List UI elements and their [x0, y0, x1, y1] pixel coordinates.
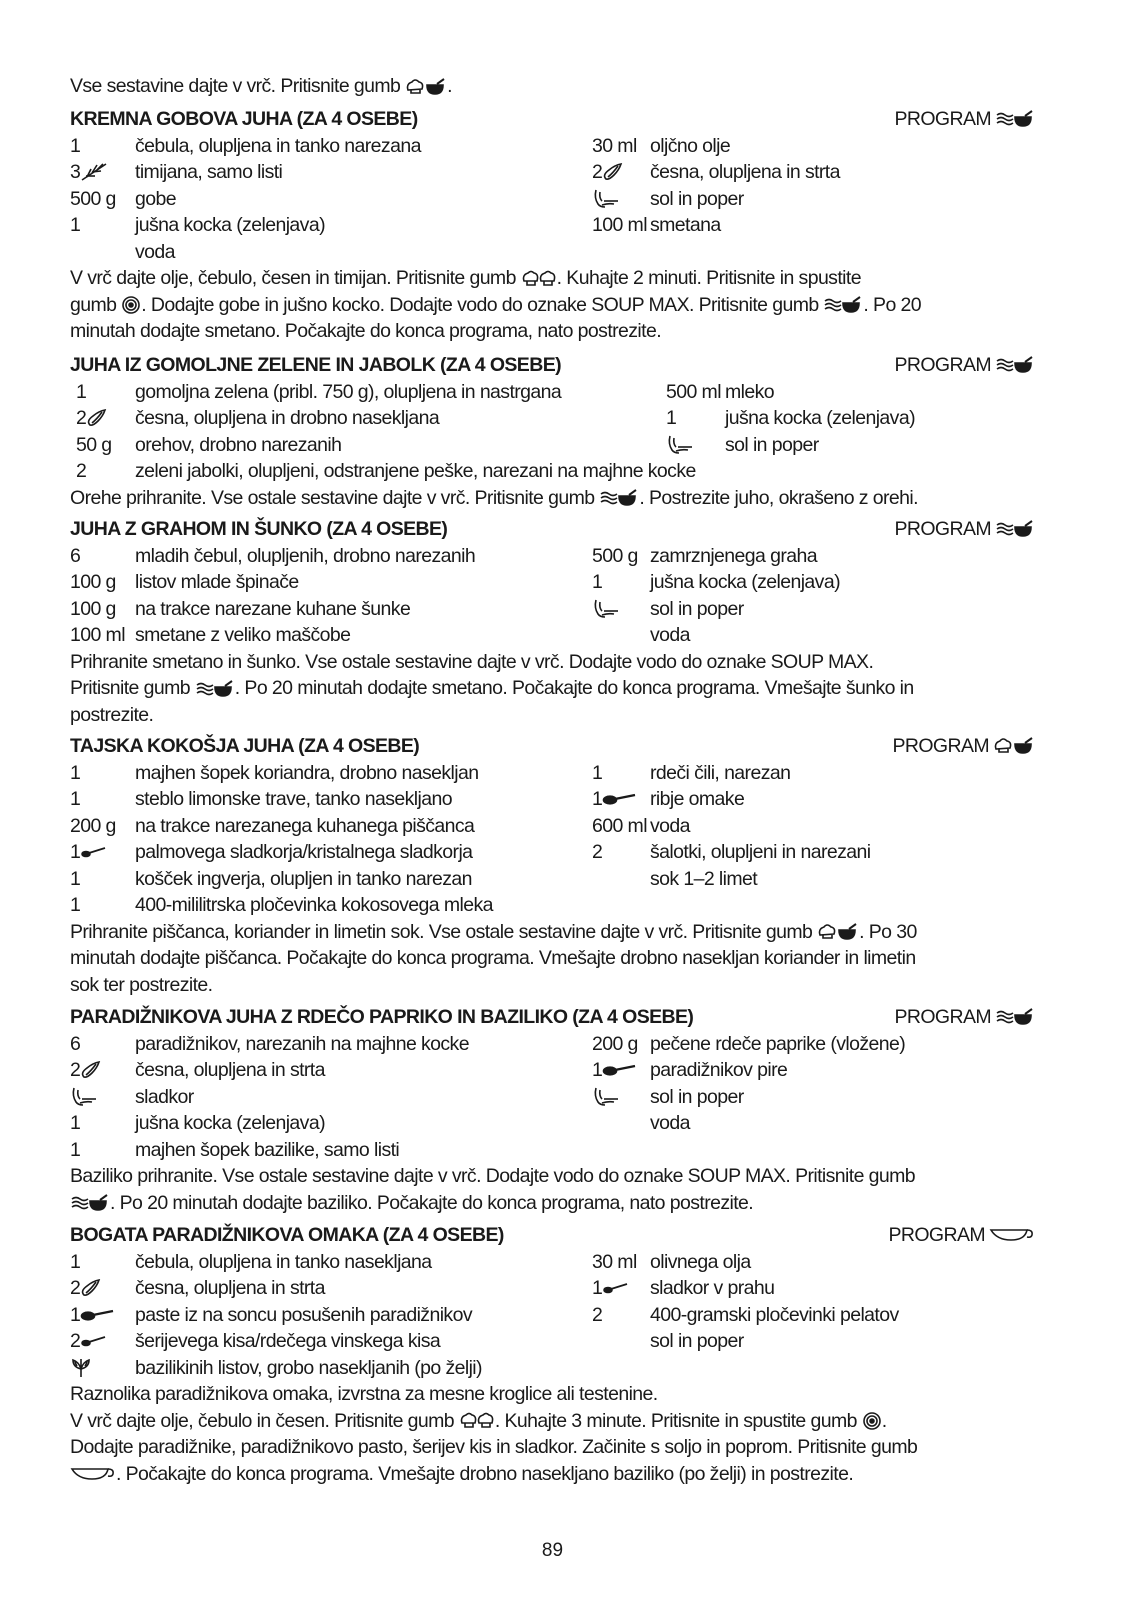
tablespoon-icon	[80, 1308, 114, 1322]
recipe-method	[70, 919, 1035, 999]
program-label: PROGRAM	[894, 1006, 991, 1028]
velvety-soup-program-icon	[995, 110, 1035, 128]
method-text: . Po 30	[859, 920, 917, 943]
ingredient-text: zeleni jabolki, olupljeni, odstranjene peške, narezani na majhne kocke	[135, 460, 696, 482]
program-label: PROGRAM	[894, 354, 991, 376]
ingredient-quantity	[592, 839, 602, 865]
program-label: PROGRAM	[894, 108, 991, 130]
ingredient-quantity	[592, 186, 620, 212]
seasoning-pinch-icon	[666, 434, 694, 456]
recipe-method	[70, 265, 1035, 345]
quantity-text: 1	[592, 571, 603, 593]
tablespoon-icon	[602, 1063, 636, 1077]
ingredient-text: ribje omake	[650, 788, 745, 810]
ingredient-text: šalotki, olupljeni in narezani	[650, 841, 871, 863]
ingredient-quantity	[592, 813, 647, 839]
quantity-text: 100 ml	[70, 624, 125, 646]
quantity-text: 2	[70, 1277, 81, 1299]
quantity-text: 1	[70, 867, 81, 890]
method-text: minutah dodajte piščanca. Počakajte do konca programa. Vmešajte drobno nasekljan koriander in limetin	[70, 947, 916, 969]
quantity-text: 1	[70, 1138, 81, 1161]
ingredient-quantity	[70, 1328, 106, 1354]
teaspoon-icon	[80, 1334, 106, 1348]
ingredient-text: listov mlade špinače	[135, 571, 299, 593]
quantity-text: 50 g	[76, 433, 112, 456]
ingredient-text: paradižnikov, narezanih na majhne kocke	[135, 1032, 469, 1055]
velvety-soup-program-icon	[70, 1194, 110, 1212]
method-text: . Postrezite juho, okrašeno z orehi.	[639, 486, 918, 509]
quantity-text: 1	[70, 841, 81, 863]
ingredient-text: sok 1–2 limet	[650, 867, 758, 890]
thai-soup-program-icon	[405, 78, 447, 96]
quantity-text: 1	[70, 1303, 81, 1326]
pulse-button-icon	[121, 295, 141, 315]
garlic-clove-icon	[80, 1060, 102, 1080]
ingredient-text: sladkor v prahu	[650, 1277, 775, 1299]
ingredient-text: palmovega sladkorja/kristalnega sladkorja	[135, 841, 473, 863]
method-text: .	[881, 1409, 887, 1432]
recipe-program	[888, 1222, 1035, 1248]
quantity-text: 1	[592, 1059, 603, 1081]
quantity-text: 1	[592, 761, 603, 784]
method-text: Dodajte paradižnike, paradižnikovo pasto, šerijev kis in sladkor. Začinite s soljo in poprom. Pritisnite gumb	[70, 1436, 918, 1458]
recipe-program	[894, 516, 1035, 542]
ingredient-quantity	[70, 1355, 92, 1381]
ingredient-text: česna, olupljena in strta	[135, 1059, 325, 1081]
ingredient-text: mladih čebul, olupljenih, drobno narezanih	[135, 544, 476, 567]
ingredient-quantity	[592, 569, 602, 595]
ingredient-quantity	[592, 159, 624, 185]
ingredient-text: šerijevega kisa/rdečega vinskega kisa	[135, 1330, 441, 1352]
ingredient-text: smetane z veliko maščobe	[135, 624, 351, 646]
ingredient-text: sol in poper	[650, 597, 744, 620]
method-text: V vrč dajte olje, čebulo, česen in timijan. Pritisnite gumb	[70, 267, 521, 289]
ingredient-text: na trakce narezanega kuhanega piščanca	[135, 814, 475, 837]
ingredient-text: sol in poper	[650, 1330, 744, 1352]
ingredient-quantity	[70, 760, 80, 786]
ingredient-text: voda	[135, 240, 175, 263]
quantity-text: 1	[70, 1250, 81, 1273]
ingredient-text: voda	[650, 814, 690, 837]
ingredient-quantity	[70, 543, 80, 569]
ingredient-quantity	[70, 1031, 80, 1057]
ingredient-quantity	[592, 786, 636, 812]
ingredient-text: paradižnikov pire	[650, 1059, 788, 1081]
ingredient-text: jušna kocka (zelenjava)	[650, 571, 840, 593]
ingredient-quantity	[592, 1084, 620, 1110]
ingredient-quantity	[70, 186, 116, 212]
quantity-text: 1	[70, 894, 81, 916]
sauce-program-icon	[70, 1465, 116, 1483]
quantity-text: 100 ml	[592, 214, 647, 236]
quantity-text: 1	[592, 1277, 603, 1299]
quantity-text: 2	[592, 1303, 603, 1326]
ingredient-text: 400-gramski pločevinki pelatov	[650, 1303, 899, 1326]
quantity-text: 200 g	[592, 1032, 638, 1055]
ingredient-text: sol in poper	[650, 187, 744, 210]
quantity-text: 1	[70, 788, 81, 810]
method-text: Raznolika paradižnikova omaka, izvrstna za mesne kroglice ali testenine.	[70, 1383, 658, 1405]
teaspoon-icon	[602, 1281, 628, 1295]
recipe-method	[70, 1163, 1035, 1216]
ingredient-text: sol in poper	[650, 1085, 744, 1108]
recipe-program	[894, 106, 1035, 132]
ingredient-quantity	[70, 159, 108, 185]
ingredient-quantity	[70, 1110, 80, 1136]
method-text: . Po 20 minutah dodajte baziliko. Počakajte do konca programa, nato postrezite.	[110, 1191, 754, 1214]
ingredient-quantity	[70, 596, 116, 622]
program-label: PROGRAM	[888, 1224, 985, 1246]
ingredient-quantity	[76, 458, 86, 484]
ingredient-text: mleko	[725, 380, 775, 403]
quantity-text: 2	[70, 1330, 81, 1352]
ingredient-text: steblo limonske trave, tanko nasekljano	[135, 788, 452, 810]
intro-line: Vse sestavine dajte v vrč. Pritisnite gumb .	[70, 75, 452, 97]
garlic-clove-icon	[602, 162, 624, 182]
ingredient-quantity	[666, 379, 721, 405]
method-text: . Dodajte gobe in jušno kocko. Dodajte vodo do oznake SOUP MAX. Pritisnite gumb	[141, 293, 824, 316]
ingredient-text: čebula, olupljena in tanko narezana	[135, 134, 421, 157]
ingredient-text: sol in poper	[725, 433, 819, 456]
intro-text: Vse sestavine dajte v vrč. Pritisnite gumb	[70, 75, 401, 97]
ingredient-quantity	[70, 839, 106, 865]
ingredient-quantity	[70, 1057, 102, 1083]
velvety-soup-program-icon	[995, 356, 1035, 374]
quantity-text: 1	[592, 788, 603, 810]
ingredient-quantity	[592, 543, 638, 569]
seasoning-pinch-icon	[592, 598, 620, 620]
ingredient-quantity	[592, 760, 602, 786]
ingredient-text: pečene rdeče paprike (vložene)	[650, 1032, 906, 1055]
method-text: . Kuhajte 2 minuti. Pritisnite in spustite	[556, 267, 861, 289]
ingredient-quantity	[592, 133, 637, 159]
ingredient-quantity	[76, 379, 86, 405]
page-number: 89	[541, 1540, 564, 1561]
method-text: . Počakajte do konca programa. Vmešajte drobno nasekljano baziliko (po želji) in postrezite.	[116, 1462, 854, 1485]
ingredient-text: na trakce narezane kuhane šunke	[135, 597, 411, 620]
ingredient-quantity	[70, 133, 80, 159]
velvety-soup-program-icon	[995, 520, 1035, 538]
ingredient-quantity	[70, 892, 80, 918]
quantity-text: 6	[70, 544, 81, 567]
quantity-text: 100 g	[70, 571, 116, 593]
ingredient-text: sladkor	[135, 1085, 194, 1108]
herb-handful-icon	[70, 1357, 92, 1379]
quantity-text: 1	[666, 407, 677, 429]
thai-soup-program-icon	[817, 923, 859, 941]
fry-button-icon	[459, 1412, 495, 1430]
ingredient-quantity	[76, 405, 108, 431]
recipe-program	[894, 352, 1035, 378]
ingredient-text: česna, olupljena in strta	[135, 1277, 325, 1299]
velvety-soup-program-icon	[195, 680, 235, 698]
ingredient-text: jušna kocka (zelenjava)	[725, 407, 915, 429]
quantity-text: 2	[76, 407, 87, 429]
ingredient-quantity	[70, 1249, 80, 1275]
tablespoon-icon	[602, 792, 636, 806]
ingredient-quantity	[76, 432, 112, 458]
ingredient-quantity	[70, 866, 80, 892]
recipe-method	[70, 485, 1035, 512]
ingredient-text: bazilikinih listov, grobo nasekljanih (po želji)	[135, 1356, 482, 1379]
teaspoon-icon	[80, 845, 106, 859]
ingredient-quantity	[70, 1302, 114, 1328]
ingredient-quantity	[592, 1302, 602, 1328]
velvety-soup-program-icon	[995, 1008, 1035, 1026]
quantity-text: 500 ml	[666, 380, 721, 403]
pulse-button-icon	[862, 1411, 882, 1431]
ingredient-quantity	[70, 1084, 98, 1110]
method-text: Orehe prihranite. Vse ostale sestavine dajte v vrč. Pritisnite gumb	[70, 486, 600, 509]
method-text: . Po 20	[863, 293, 922, 316]
ingredient-quantity	[592, 596, 620, 622]
ingredient-text: paste iz na soncu posušenih paradižnikov	[135, 1303, 472, 1326]
ingredient-text: zamrznjenega graha	[650, 544, 817, 567]
quantity-text: 600 ml	[592, 814, 647, 837]
recipe-title: TAJSKA KOKOŠJA JUHA (ZA 4 OSEBE)	[70, 735, 420, 757]
quantity-text: 1	[76, 380, 87, 403]
ingredient-text: timijana, samo listi	[135, 161, 283, 183]
method-text: Baziliko prihranite. Vse ostale sestavine dajte v vrč. Dodajte vodo do oznake SOUP MAX. Pritisnite gumb	[70, 1165, 916, 1187]
ingredient-quantity	[666, 432, 694, 458]
quantity-text: 2	[592, 841, 603, 863]
seasoning-pinch-icon	[592, 1086, 620, 1108]
program-label: PROGRAM	[894, 518, 991, 540]
quantity-text: 2	[76, 460, 87, 482]
ingredient-text: česna, olupljena in drobno nasekljana	[135, 407, 440, 429]
ingredient-text: olivnega olja	[650, 1250, 751, 1273]
ingredient-quantity	[592, 212, 647, 238]
quantity-text: 1	[70, 134, 81, 157]
quantity-text: 100 g	[70, 597, 116, 620]
ingredient-text: gomoljna zelena (pribl. 750 g), olupljena in nastrgana	[135, 380, 562, 403]
ingredient-quantity	[666, 405, 676, 431]
thai-soup-program-icon	[993, 737, 1035, 755]
quantity-text: 30 ml	[592, 134, 637, 157]
ingredient-text: čebula, olupljena in tanko nasekljana	[135, 1250, 432, 1273]
garlic-clove-icon	[80, 1278, 102, 1298]
seasoning-pinch-icon	[70, 1086, 98, 1108]
quantity-text: 1	[70, 214, 81, 236]
ingredient-text: oljčno olje	[650, 134, 731, 157]
velvety-soup-program-icon	[823, 296, 863, 314]
ingredient-quantity	[70, 1137, 80, 1163]
recipe-program	[894, 1004, 1035, 1030]
ingredient-quantity	[70, 786, 80, 812]
ingredient-text: rdeči čili, narezan	[650, 761, 791, 784]
method-text: Prihranite piščanca, koriander in limetin sok. Vse ostale sestavine dajte v vrč. Pritisnite gumb	[70, 920, 818, 943]
method-text: V vrč dajte olje, čebulo in česen. Pritisnite gumb	[70, 1409, 459, 1432]
velvety-soup-program-icon	[599, 489, 639, 507]
method-text: Prihranite smetano in šunko. Vse ostale sestavine dajte v vrč. Dodajte vodo do oznake SOUP MAX.	[70, 650, 874, 673]
ingredient-quantity	[592, 1275, 628, 1301]
ingredient-text: 400-mililitrska pločevinka kokosovega mleka	[135, 894, 493, 916]
ingredient-text: jušna kocka (zelenjava)	[135, 1112, 325, 1134]
ingredient-quantity	[70, 622, 125, 648]
method-text: Pritisnite gumb	[70, 677, 195, 699]
program-label: PROGRAM	[892, 735, 989, 757]
recipe-title: KREMNA GOBOVA JUHA (ZA 4 OSEBE)	[70, 108, 418, 130]
method-text: . Kuhajte 3 minute. Pritisnite in spustite gumb	[494, 1409, 862, 1432]
ingredient-text: smetana	[650, 214, 721, 236]
method-text: postrezite.	[70, 703, 154, 726]
quantity-text: 1	[70, 761, 81, 784]
ingredient-text: orehov, drobno narezanih	[135, 433, 342, 456]
method-text: gumb	[70, 293, 122, 316]
recipe-title: PARADIŽNIKOVA JUHA Z RDEČO PAPRIKO IN BAZILIKO (ZA 4 OSEBE)	[70, 1006, 694, 1028]
ingredient-quantity	[70, 569, 116, 595]
quantity-text: 6	[70, 1032, 81, 1055]
ingredient-quantity	[592, 1057, 636, 1083]
quantity-text: 3	[70, 161, 81, 183]
ingredient-quantity	[70, 1275, 102, 1301]
ingredient-quantity	[592, 1031, 638, 1057]
thyme-sprig-icon	[80, 162, 108, 182]
fry-button-icon	[521, 270, 557, 288]
ingredient-text: voda	[650, 1112, 690, 1134]
recipe-page	[70, 0, 1035, 1601]
ingredient-text: majhen šopek koriandra, drobno nasekljan	[135, 761, 479, 784]
quantity-text: 200 g	[70, 814, 116, 837]
ingredient-text: jušna kocka (zelenjava)	[135, 214, 325, 236]
quantity-text: 2	[592, 161, 603, 183]
quantity-text: 500 g	[592, 544, 638, 567]
recipe-title: JUHA Z GRAHOM IN ŠUNKO (ZA 4 OSEBE)	[70, 518, 448, 540]
ingredient-text: majhen šopek bazilike, samo listi	[135, 1138, 400, 1161]
recipe-program	[892, 733, 1035, 759]
recipe-title: BOGATA PARADIŽNIKOVA OMAKA (ZA 4 OSEBE)	[70, 1224, 504, 1246]
seasoning-pinch-icon	[592, 188, 620, 210]
ingredient-quantity	[592, 1249, 637, 1275]
method-text: minutah dodajte smetano. Počakajte do konca programa, nato postrezite.	[70, 320, 662, 342]
quantity-text: 500 g	[70, 187, 116, 210]
recipe-method	[70, 649, 1035, 729]
ingredient-text: voda	[650, 624, 690, 646]
quantity-text: 2	[70, 1059, 81, 1081]
ingredient-text: košček ingverja, olupljen in tanko narezan	[135, 867, 472, 890]
recipe-title: JUHA IZ GOMOLJNE ZELENE IN JABOLK (ZA 4 OSEBE)	[70, 354, 561, 376]
quantity-text: 1	[70, 1112, 81, 1134]
method-text: . Po 20 minutah dodajte smetano. Počakajte do konca programa. Vmešajte šunko in	[234, 677, 914, 699]
ingredient-quantity	[70, 212, 80, 238]
method-text: sok ter postrezite.	[70, 973, 213, 996]
quantity-text: 30 ml	[592, 1250, 637, 1273]
ingredient-text: gobe	[135, 187, 176, 210]
garlic-clove-icon	[86, 408, 108, 428]
ingredient-quantity	[70, 813, 116, 839]
sauce-program-icon	[989, 1226, 1035, 1244]
ingredient-text: česna, olupljena in strta	[650, 161, 840, 183]
recipe-method	[70, 1381, 1035, 1487]
